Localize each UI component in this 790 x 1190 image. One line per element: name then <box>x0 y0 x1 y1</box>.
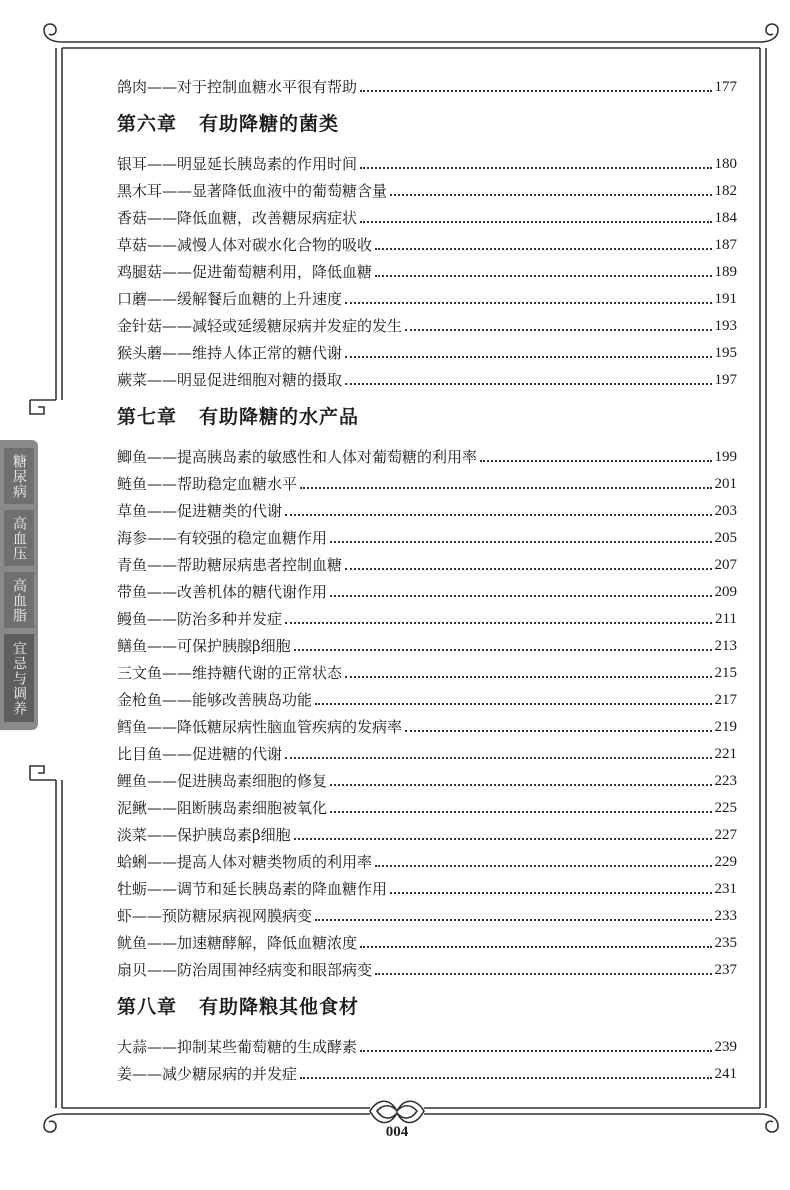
dot-leader <box>330 595 711 597</box>
toc-entry-label: 姜——减少糖尿病的并发症 <box>117 1065 298 1083</box>
dot-leader <box>360 90 711 92</box>
dot-leader <box>330 784 711 786</box>
toc-entry-label: 淡菜——保护胰岛素β细胞 <box>117 826 291 844</box>
dot-leader <box>345 356 711 358</box>
toc-entry[interactable] <box>117 255 737 282</box>
toc-entry[interactable] <box>117 683 737 710</box>
dot-leader <box>285 514 711 516</box>
dot-leader <box>390 194 711 196</box>
toc-entry-label: 鳗鱼——防治多种并发症 <box>117 610 283 628</box>
chapter-number: 第七章 <box>117 405 178 428</box>
toc-entry-page: 231 <box>714 881 737 897</box>
chapter-heading <box>117 980 737 1030</box>
dot-leader <box>345 302 711 304</box>
toc-entry[interactable] <box>117 872 737 899</box>
toc-entry-label: 青鱼——帮助糖尿病患者控制血糖 <box>117 556 343 574</box>
toc-entry-page: 180 <box>714 156 737 172</box>
dot-leader <box>300 487 711 489</box>
toc-entry[interactable] <box>117 174 737 201</box>
toc-entry[interactable] <box>117 147 737 174</box>
dot-leader <box>405 329 711 331</box>
toc-entry[interactable] <box>117 228 737 255</box>
toc-entry-page: 193 <box>714 318 737 334</box>
toc-entry-label: 鲢鱼——帮助稳定血糖水平 <box>117 475 298 493</box>
toc-entry-label: 鲤鱼——促进胰岛素细胞的修复 <box>117 772 328 790</box>
side-tab-hyperlipidemia[interactable]: 高血脂 <box>4 572 34 628</box>
dot-leader <box>345 676 711 678</box>
dot-leader <box>360 1050 711 1052</box>
toc-entry[interactable] <box>117 1057 737 1084</box>
toc-entry[interactable] <box>117 201 737 228</box>
toc-entry-label: 黑木耳——显著降低血液中的葡萄糖含量 <box>117 182 388 200</box>
chapter-title: 有助降粮其他食材 <box>199 995 360 1018</box>
toc-entry-page: 221 <box>714 746 737 762</box>
toc-entry[interactable] <box>117 602 737 629</box>
table-of-contents <box>117 70 737 1084</box>
toc-entry-page: 233 <box>714 908 737 924</box>
side-tab-diabetes[interactable]: 糖尿病 <box>4 448 34 504</box>
toc-entry-label: 口蘑——缓解餐后血糖的上升速度 <box>117 290 343 308</box>
toc-entry-label: 香菇——降低血糖，改善糖尿病症状 <box>117 209 358 227</box>
toc-entry-page: 227 <box>714 827 737 843</box>
dot-leader <box>375 275 711 277</box>
toc-entry-page: 223 <box>714 773 737 789</box>
toc-entry-page: 189 <box>714 264 737 280</box>
dot-leader <box>375 248 711 250</box>
toc-entry[interactable] <box>117 656 737 683</box>
toc-entry[interactable] <box>117 926 737 953</box>
toc-entry[interactable] <box>117 309 737 336</box>
dot-leader <box>345 383 711 385</box>
dot-leader <box>375 973 711 975</box>
dot-leader <box>360 167 711 169</box>
dot-leader <box>315 919 711 921</box>
toc-entry[interactable] <box>117 953 737 980</box>
toc-entry-page: 199 <box>714 449 737 465</box>
toc-entry-label: 鸽肉——对于控制血糖水平很有帮助 <box>117 78 358 96</box>
toc-entry-page: 235 <box>714 935 737 951</box>
dot-leader <box>375 865 711 867</box>
toc-entry-page: 241 <box>714 1066 737 1082</box>
chapter-heading <box>117 390 737 440</box>
toc-entry[interactable] <box>117 494 737 521</box>
toc-entry-page: 213 <box>714 638 737 654</box>
toc-entry[interactable] <box>117 467 737 494</box>
page-number: 004 <box>385 1123 409 1140</box>
toc-entry-page: 195 <box>714 345 737 361</box>
toc-entry-label: 带鱼——改善机体的糖代谢作用 <box>117 583 328 601</box>
toc-entry[interactable] <box>117 548 737 575</box>
toc-entry-label: 草鱼——促进糖类的代谢 <box>117 502 283 520</box>
toc-entry-label: 鳝鱼——可保护胰腺β细胞 <box>117 637 291 655</box>
dot-leader <box>300 1077 711 1079</box>
dot-leader <box>294 649 712 651</box>
toc-entry-label: 比目鱼——促进糖的代谢 <box>117 745 283 763</box>
toc-entry-page: 215 <box>714 665 737 681</box>
toc-entry-label: 鱿鱼——加速糖酵解，降低血糖浓度 <box>117 934 358 952</box>
toc-entry-page: 182 <box>714 183 737 199</box>
toc-entry[interactable] <box>117 363 737 390</box>
side-tab-diet-care[interactable]: 宜忌与调养 <box>4 634 34 722</box>
toc-entry-label: 扇贝——防治周围神经病变和眼部病变 <box>117 961 373 979</box>
toc-entry-page: 219 <box>714 719 737 735</box>
toc-entry-page: 209 <box>714 584 737 600</box>
toc-entry-page: 205 <box>714 530 737 546</box>
toc-entry-label: 鲫鱼——提高胰岛素的敏感性和人体对葡萄糖的利用率 <box>117 448 478 466</box>
toc-entry[interactable] <box>117 791 737 818</box>
toc-entry-label: 牡蛎——调节和延长胰岛素的降血糖作用 <box>117 880 388 898</box>
dot-leader <box>360 946 711 948</box>
toc-entry-page: 207 <box>714 557 737 573</box>
toc-entry[interactable] <box>117 282 737 309</box>
toc-entry[interactable] <box>117 764 737 791</box>
side-tab-bar <box>0 440 38 730</box>
toc-entry-label: 金枪鱼——能够改善胰岛功能 <box>117 691 313 709</box>
toc-entry-label: 鳕鱼——降低糖尿病性脑血管疾病的发病率 <box>117 718 403 736</box>
toc-entry-page: 177 <box>714 79 737 95</box>
dot-leader <box>285 757 711 759</box>
toc-entry[interactable] <box>117 845 737 872</box>
toc-entry[interactable] <box>117 336 737 363</box>
chapter-number: 第六章 <box>117 112 178 135</box>
toc-entry[interactable] <box>117 440 737 467</box>
dot-leader <box>360 221 711 223</box>
toc-entry-label: 泥鳅——阻断胰岛素细胞被氧化 <box>117 799 328 817</box>
toc-entry[interactable] <box>117 521 737 548</box>
side-tab-hypertension[interactable]: 高血压 <box>4 510 34 566</box>
toc-entry-page: 211 <box>715 611 737 627</box>
toc-entry-label: 虾——预防糖尿病视网膜病变 <box>117 907 313 925</box>
toc-entry-label: 猴头蘑——维持人体正常的糖代谢 <box>117 344 343 362</box>
toc-entry[interactable] <box>117 1030 737 1057</box>
toc-entry-label: 鸡腿菇——促进葡萄糖利用，降低血糖 <box>117 263 373 281</box>
dot-leader <box>345 568 711 570</box>
toc-entry[interactable] <box>117 818 737 845</box>
toc-entry-page: 203 <box>714 503 737 519</box>
toc-entry[interactable] <box>117 70 737 97</box>
dot-leader <box>480 460 711 462</box>
chapter-title: 有助降糖的水产品 <box>199 405 360 428</box>
chapter-title: 有助降糖的菌类 <box>199 112 340 135</box>
dot-leader <box>315 703 711 705</box>
toc-entry[interactable] <box>117 629 737 656</box>
dot-leader <box>405 730 711 732</box>
toc-entry-label: 蕨菜——明显促进细胞对糖的摄取 <box>117 371 343 389</box>
toc-entry[interactable] <box>117 575 737 602</box>
chapter-heading <box>117 97 737 147</box>
toc-entry[interactable] <box>117 737 737 764</box>
toc-entry-label: 草菇——减慢人体对碳水化合物的吸收 <box>117 236 373 254</box>
toc-entry-page: 187 <box>714 237 737 253</box>
toc-entry-label: 蛤蜊——提高人体对糖类物质的利用率 <box>117 853 373 871</box>
dot-leader <box>390 892 711 894</box>
toc-entry-label: 三文鱼——维持糖代谢的正常状态 <box>117 664 343 682</box>
toc-entry-label: 银耳——明显延长胰岛素的作用时间 <box>117 155 358 173</box>
dot-leader <box>294 838 712 840</box>
toc-entry-label: 海参——有较强的稳定血糖作用 <box>117 529 328 547</box>
chapter-number: 第八章 <box>117 995 178 1018</box>
toc-entry-page: 201 <box>714 476 737 492</box>
toc-entry-page: 225 <box>714 800 737 816</box>
dot-leader <box>330 541 711 543</box>
toc-entry[interactable] <box>117 710 737 737</box>
toc-entry-page: 237 <box>714 962 737 978</box>
dot-leader <box>285 622 712 624</box>
toc-entry[interactable] <box>117 899 737 926</box>
dot-leader <box>330 811 711 813</box>
toc-entry-page: 239 <box>714 1039 737 1055</box>
toc-entry-page: 229 <box>714 854 737 870</box>
toc-entry-page: 197 <box>714 372 737 388</box>
toc-entry-label: 金针菇——减轻或延缓糖尿病并发症的发生 <box>117 317 403 335</box>
toc-entry-label: 大蒜——抑制某些葡萄糖的生成酵素 <box>117 1038 358 1056</box>
toc-entry-page: 217 <box>714 692 737 708</box>
toc-entry-page: 191 <box>714 291 737 307</box>
toc-entry-page: 184 <box>714 210 737 226</box>
